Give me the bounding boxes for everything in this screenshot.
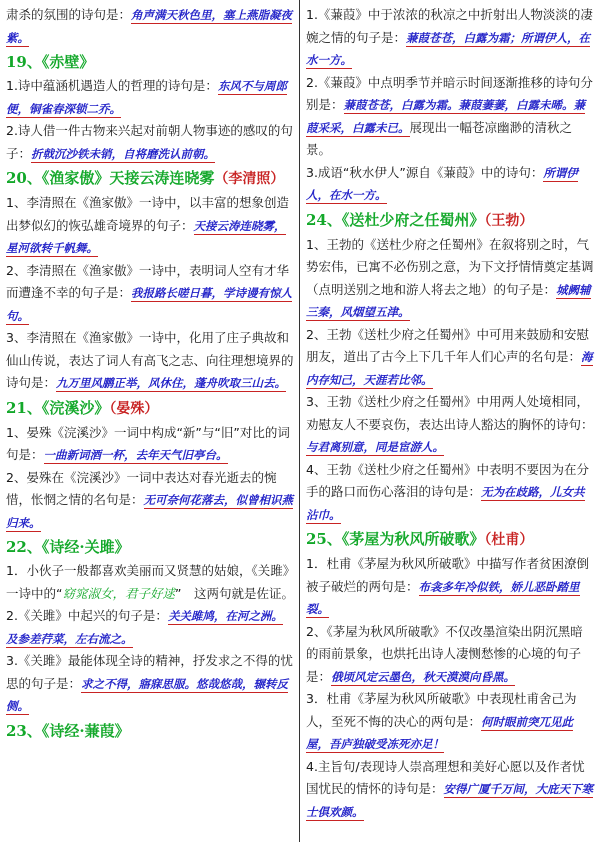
item-25-4 [306,756,594,824]
question: 2.《蒹葭》中点明季节并暗示时间逐渐推移的诗句分别是： [306,74,593,112]
answer: 所谓伊人，在水一方。 [306,165,578,202]
question: 2、晏殊在《浣溪沙》一词中表达对春光逝去的惋惜，怅惘之情的名句是： [6,469,277,507]
answer: 角声满天秋色里，塞上燕脂凝夜紫。 [6,8,293,45]
section-23-title: 23、《诗经·蒹葭》 [6,721,130,740]
item-24-4 [306,459,594,527]
answer: 安得广厦千万间，大庇天下寒士俱欢颜。 [306,782,594,819]
item-20-1 [6,192,294,260]
answer: 关关雎鸠，在河之洲。及参差荇菜，左右流之。 [6,609,283,646]
answer: 蒹葭萋萋，白露未晞。 [458,98,574,112]
answer: 与君离别意，同是宦游人。 [306,440,444,454]
question: 4.主旨句/表现诗人崇高理想和美好心愿以及作者忧国忧民的情怀的诗句是： [306,758,585,796]
item-21-1 [6,422,294,467]
question: 1.诗中蕴涵机遇造人的哲理的诗句是： [6,78,218,93]
question: 1.《蒹葭》中于浓浓的秋凉之中折射出人物淡淡的凄婉之情的句子是： [306,7,593,45]
item-23-3 [306,162,594,207]
question: 3.《关雎》最能体现全诗的精神，抒发求之不得的忧思的句子是： [6,653,293,691]
answer: 何时眼前突兀见此屋，吾庐独破受冻死亦足！ [306,714,574,751]
item-23-2 [306,72,594,162]
question: 肃杀的氛围的诗句是： [6,7,132,22]
section-21-title [6,395,294,422]
title-text: 24、《送杜少府之任蜀州》 [306,210,485,229]
item-25-1 [306,553,594,621]
item-24-1 [306,234,594,324]
answer: 海内存知己，天涯若比邻。 [306,350,593,387]
left-column [6,4,294,744]
answer: 折戟沉沙铁未销，自将磨洗认前朝。 [31,146,216,161]
answer: 布衾多年冷似铁，娇儿恶卧踏里裂。 [306,579,580,616]
column-divider [299,0,300,842]
question: 2.诗人借一件古物来兴起对前朝人物事迹的感叹的句子： [6,123,293,161]
answer: 求之不得，寤寐思服。悠哉悠哉，辗转反侧。 [6,676,289,713]
answer: 蒹葭苍苍，白露为霜。 [343,98,459,112]
author: （晏殊） [109,400,159,417]
question: 1．小伙子一般都喜欢美丽而又贤慧的姑娘，《关雎》一诗中的“ [6,563,289,601]
title-text: 25、《茅屋为秋风所破歌》 [306,530,485,548]
question: 2.《关雎》中起兴的句子是： [6,608,168,623]
question: 1．杜甫《茅屋为秋风所破歌》中描写作者贫困潦倒被子破烂的两句是： [306,556,589,594]
answer: 九万里风鹏正举，风休住，蓬舟吹取三山去。 [56,376,287,390]
answer: 蒹葭苍苍，白露为霜；所谓伊人，在水一方。 [306,30,591,67]
answer: 东风不与周郎便，铜雀春深锁二乔。 [6,79,287,116]
question: 2、《茅屋为秋风所破歌》不仅改墨渲染出阴沉黑暗的雨前景象，也烘托出诗人凄恻愁惨的心境的句子是： [306,623,583,684]
answer: 蒹葭采采，白露未已。 [306,98,586,135]
question: 1、晏殊《浣溪沙》一词中构成“新”与“旧”对比的词句是： [6,424,290,462]
answer: 俄顷风定云墨色，秋天漠漠向昏黑。 [331,669,516,684]
item-25-2 [306,621,594,689]
item-21-2 [6,467,294,535]
section-19-title: 19、《赤壁》 [6,53,95,71]
quote: 窈窕淑女，君子好逑 [62,585,175,601]
question: 3、王勃《送杜少府之任蜀州》中用两人处境相同，劝慰友人不要哀伤，表达出诗人豁达的胸怀的诗句： [306,394,594,432]
item-22-1 [6,560,294,605]
question: 1、李清照在《渔家傲》一诗中，以丰富的想象创造出梦似幻的恢弘雄奇境界的句子： [6,195,289,233]
item-19-1 [6,75,294,120]
author: （杜甫） [484,532,534,548]
question: 2、李清照在《渔家傲》一诗中，表明词人空有才华而遭逢不幸的句子是： [6,262,289,300]
section-25-title [306,526,594,553]
right-column [306,4,594,823]
title-text: 21、《浣溪沙》 [6,398,110,417]
section-22-title: 22、《诗经·关雎》 [6,538,130,556]
question: 3.成语“秋水伊人”源自《蒹葭》中的诗句： [306,164,544,180]
item-top [6,4,294,49]
answer: 城阙辅三秦，风烟望五津。 [306,282,591,319]
item-19-2 [6,120,294,165]
item-24-3 [306,391,594,459]
question: 4、王勃《送杜少府之任蜀州》中表明不要因为在分手的路口而伤心落泪的诗句是： [306,461,589,499]
author: （李清照） [214,171,285,187]
item-22-3 [6,650,294,718]
answer: 无可奈何花落去，似曾相识燕归来。 [6,493,294,530]
answer: 我报路长嗟日暮，学诗谩有惊人句。 [6,286,293,323]
question: 3．杜甫《茅屋为秋风所破歌》中表现杜甫舍己为人，至死不悔的决心的两句是： [306,691,577,729]
title-text: 20、《渔家傲》天接云涛连晓雾 [6,169,215,187]
question: 2、王勃《送杜少府之任蜀州》中可用来鼓励和安慰朋友，道出了古今上下几千年人们心声的名句是： [306,326,589,364]
item-20-3 [6,327,294,395]
answer: 无为在歧路，儿女共沾巾。 [306,485,585,522]
item-22-2 [6,605,294,650]
item-25-3 [306,688,594,756]
item-23-1 [306,4,594,72]
section-20-title [6,165,294,192]
section-24-title [306,207,594,234]
answer: 一曲新词酒一杯，去年天气旧亭台。 [43,448,228,462]
item-20-2 [6,260,294,328]
author: （王勃） [484,212,534,229]
question-tail: 展现出一幅苍凉幽渺的清秋之景。 [306,119,573,157]
question: 3、李清照在《渔家傲》一诗中，化用了庄子典故和仙山传说，表达了词人有高飞之志、向往理想境界的诗句是： [6,330,294,390]
question: 1、王勃的《送杜少府之任蜀州》在叙将别之时，气势宏伟，已寓不必伤别之意，为下文抒情情奠定基调（点明送别之地和游人将去之地）的句子是： [306,236,594,297]
question-tail: ” 这两句就是佐证。 [175,585,294,601]
item-24-2 [306,324,594,392]
answer: 天接云涛连晓雾，星河欲转千帆舞。 [6,218,286,255]
